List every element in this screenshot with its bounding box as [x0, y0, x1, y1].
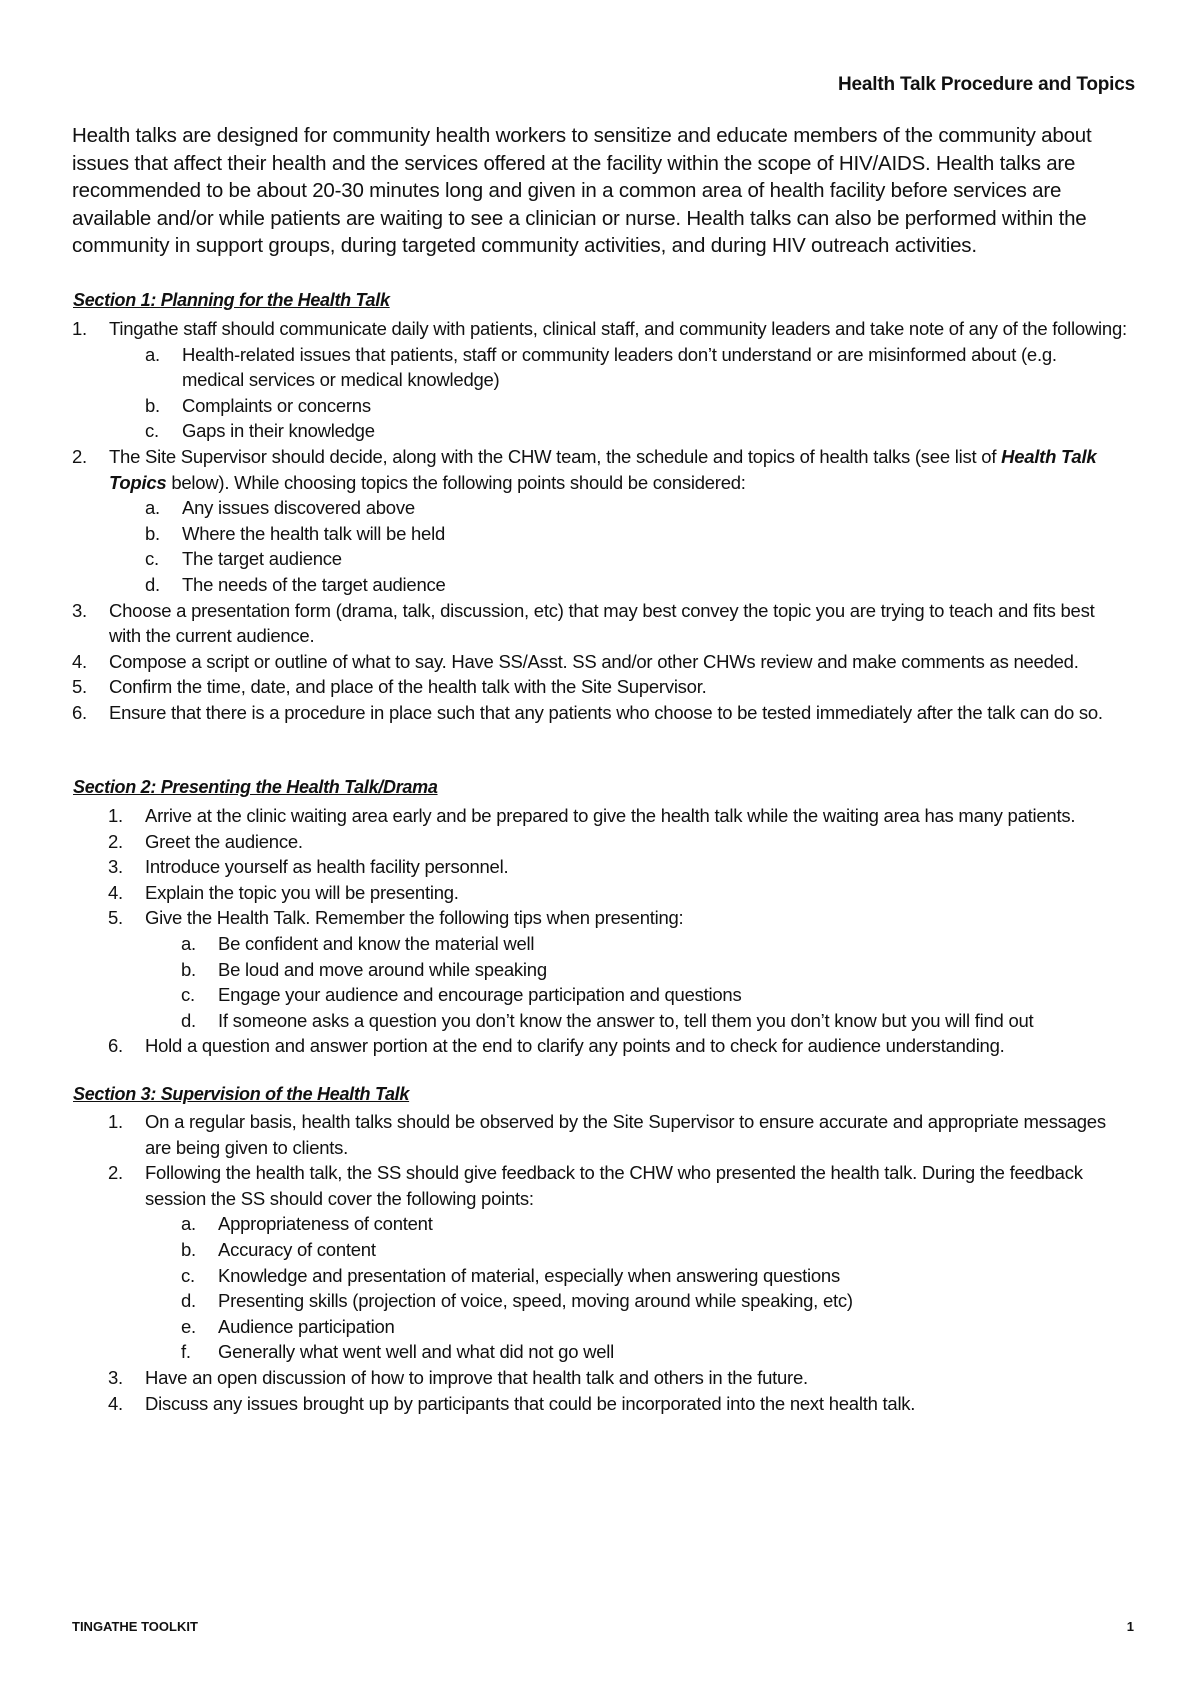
item-text: The target audience — [182, 548, 342, 570]
item-text: Compose a script or outline of what to say. Have SS/Asst. SS and/or other CHWs review and make comments as needed. — [109, 650, 1079, 672]
list-item — [0, 880, 1200, 906]
item-text: Knowledge and presentation of material, especially when answering questions — [218, 1264, 840, 1286]
item-letter: a. — [145, 497, 160, 519]
list-item — [0, 598, 1200, 649]
item-text: If someone asks a question you don’t know the answer to, tell them you don’t know but you will find out — [218, 1009, 1034, 1031]
item-number: 4. — [108, 881, 123, 903]
item-number: 1. — [72, 318, 87, 339]
item-text: Greet the audience. — [145, 830, 303, 852]
item-text: Audience participation — [218, 1315, 395, 1337]
item-letter: c. — [181, 984, 195, 1006]
item-text: Where the health talk will be held — [182, 522, 445, 544]
item-text: Discuss any issues brought up by participants that could be incorporated into the next health talk. — [145, 1392, 916, 1414]
item-number: 6. — [72, 701, 87, 723]
footer-toolkit-label: TINGATHE TOOLKIT — [72, 1619, 198, 1634]
item-letter: b. — [145, 394, 160, 416]
list-item — [0, 1314, 1200, 1340]
item-text: The Site Supervisor should decide, along with the CHW team, the schedule and topics of health talks (see list of Health Talk Topics below). While choosing topics the following points should be considered: — [109, 445, 1097, 493]
item-number: 4. — [108, 1392, 123, 1414]
list-item — [0, 1033, 1200, 1059]
item-number: 1. — [108, 1111, 123, 1132]
list-item — [0, 1339, 1200, 1365]
list-item — [0, 829, 1200, 855]
list-item — [0, 393, 1200, 419]
item-number: 1. — [108, 805, 123, 826]
item-number: 3. — [72, 599, 87, 621]
item-letter: e. — [181, 1315, 196, 1337]
item-text: The needs of the target audience — [182, 573, 446, 595]
item-letter: a. — [145, 343, 160, 365]
list-item — [0, 1237, 1200, 1263]
list-item — [0, 495, 1200, 521]
item-text: Generally what went well and what did not go well — [218, 1341, 615, 1363]
page-header-title: Health Talk Procedure and Topics — [838, 74, 1135, 95]
list-item — [0, 1211, 1200, 1237]
item-letter: c. — [145, 548, 159, 570]
list-item — [0, 957, 1200, 983]
item-text: Have an open discussion of how to improve that health talk and others in the future. — [145, 1366, 808, 1388]
item-letter: d. — [181, 1290, 196, 1312]
item-text: Confirm the time, date, and place of the health talk with the Site Supervisor. — [109, 676, 707, 698]
list-item — [0, 982, 1200, 1008]
section-3-list — [0, 1109, 1200, 1416]
list-item — [0, 905, 1200, 931]
intro-paragraph: Health talks are designed for community health workers to sensitize and educate members of the community about issues that affect their health and the services offered at the facility within the scope of HIV/AIDS. Health talks are recommended to be about 20-30 minutes long and given in a common area of health facility before services are available and/or while patients are waiting to see a clinician or nurse. Health talks can also be performed within the community in support groups, during targeted community activities, and during HIV outreach activities. — [72, 124, 1092, 258]
list-item — [0, 1288, 1200, 1314]
item-letter: d. — [145, 573, 160, 595]
section-3-title: Section 3: Supervision of the Health Talk — [73, 1084, 410, 1104]
item-number: 2. — [108, 830, 123, 852]
item-number: 2. — [72, 445, 87, 467]
item-text: Hold a question and answer portion at the end to clarify any points and to check for audience understanding. — [145, 1035, 1005, 1057]
section-1-title: Section 1: Planning for the Health Talk — [73, 290, 390, 310]
list-item — [0, 931, 1200, 957]
item-text: Complaints or concerns — [182, 394, 371, 416]
list-item — [0, 674, 1200, 700]
item-number: 4. — [72, 650, 87, 672]
list-item — [0, 546, 1200, 572]
item-letter: b. — [181, 958, 196, 980]
list-item — [0, 700, 1200, 726]
item-letter: c. — [181, 1264, 195, 1286]
item-number: 6. — [108, 1035, 123, 1057]
list-item — [0, 1008, 1200, 1034]
item-text: Be loud and move around while speaking — [218, 958, 547, 980]
list-item — [0, 649, 1200, 675]
item-text: Health-related issues that patients, staff or community leaders don’t understand or are misinformed about (e.g. medical services or medical knowledge) — [182, 343, 1057, 391]
item-text: Tingathe staff should communicate daily with patients, clinical staff, and community leaders and take note of any of the following: — [109, 318, 1127, 339]
list-item — [0, 342, 1200, 393]
item-letter: b. — [145, 522, 160, 544]
item-number: 5. — [72, 676, 87, 698]
item-text: Introduce yourself as health facility personnel. — [145, 856, 509, 878]
item-number: 3. — [108, 856, 123, 878]
list-item — [0, 418, 1200, 444]
item-text: Presenting skills (projection of voice, speed, moving around while speaking, etc) — [218, 1290, 853, 1312]
item-text: On a regular basis, health talks should be observed by the Site Supervisor to ensure accurate and appropriate messages are being given to clients. — [145, 1111, 1106, 1158]
item-text: Be confident and know the material well — [218, 932, 535, 954]
page-number: 1 — [1126, 1619, 1134, 1634]
item-text: Any issues discovered above — [182, 497, 415, 519]
item-number: 3. — [108, 1366, 123, 1388]
item-text: Explain the topic you will be presenting. — [145, 881, 459, 903]
item-letter: d. — [181, 1009, 196, 1031]
list-item — [0, 444, 1200, 495]
list-item — [0, 316, 1200, 342]
list-item — [0, 572, 1200, 598]
section-1-list — [0, 316, 1200, 726]
list-item — [0, 854, 1200, 880]
section-2-list — [0, 803, 1200, 1059]
item-letter: b. — [181, 1238, 196, 1260]
list-item — [0, 1391, 1200, 1417]
item-text: Ensure that there is a procedure in place such that any patients who choose to be tested immediately after the talk can do so. — [109, 701, 1103, 723]
section-2-title: Section 2: Presenting the Health Talk/Drama — [73, 777, 438, 797]
item-text: Accuracy of content — [218, 1238, 376, 1260]
health-talk-topics-reference: Health Talk Topics — [109, 445, 1097, 493]
list-item — [0, 1160, 1200, 1211]
list-item — [0, 803, 1200, 829]
item-number: 5. — [108, 907, 123, 929]
item-text: Give the Health Talk. Remember the following tips when presenting: — [145, 907, 684, 929]
list-item — [0, 1109, 1200, 1160]
item-letter: a. — [181, 1213, 196, 1235]
item-letter: c. — [145, 420, 159, 442]
item-number: 2. — [108, 1162, 123, 1184]
item-letter: f. — [181, 1341, 191, 1363]
item-text: Engage your audience and encourage participation and questions — [218, 984, 742, 1006]
item-text: Arrive at the clinic waiting area early and be prepared to give the health talk while the waiting area has many patients. — [145, 805, 1076, 826]
item-letter: a. — [181, 932, 196, 954]
list-item — [0, 521, 1200, 547]
item-text: Gaps in their knowledge — [182, 420, 375, 442]
list-item — [0, 1365, 1200, 1391]
item-text: Choose a presentation form (drama, talk, discussion, etc) that may best convey the topic you are trying to teach and fits best with the current audience. — [109, 599, 1095, 647]
item-text: Appropriateness of content — [218, 1213, 433, 1235]
item-text: Following the health talk, the SS should give feedback to the CHW who presented the health talk. During the feedback session the SS should cover the following points: — [145, 1162, 1083, 1209]
list-item — [0, 1263, 1200, 1289]
